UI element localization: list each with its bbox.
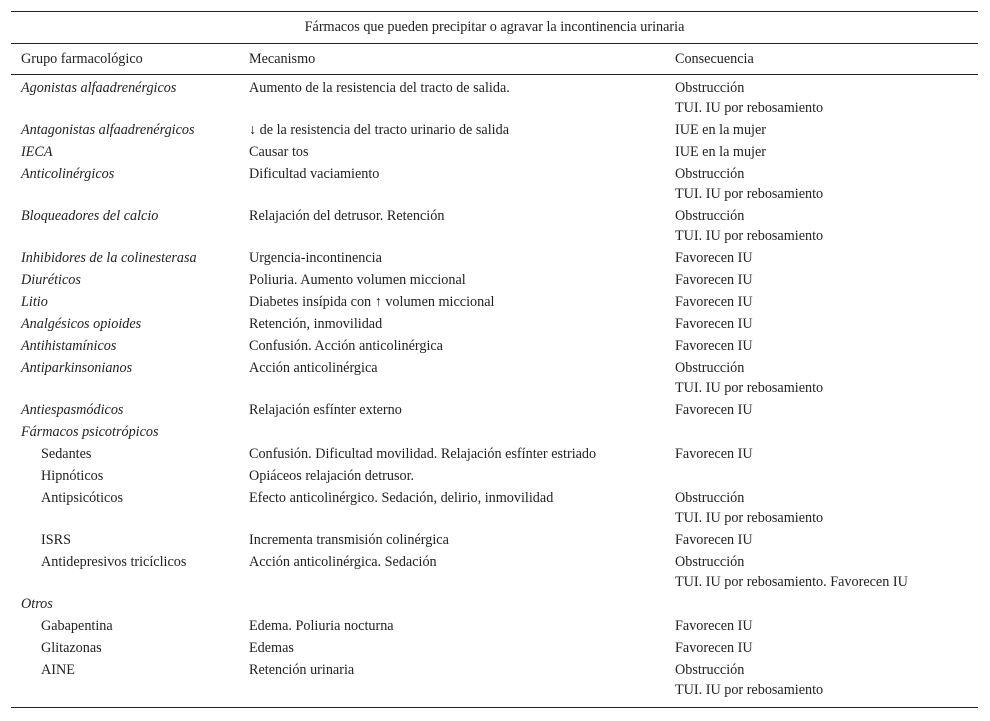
cell-group: ISRS — [41, 532, 71, 548]
consequence-line: TUI. IU por rebosamiento — [675, 510, 824, 526]
cell-mechanism: Causar tos — [249, 144, 309, 160]
cell-group: Diuréticos — [21, 272, 81, 288]
consequence-line: Favorecen IU — [675, 532, 753, 548]
cell-group: Sedantes — [41, 446, 92, 462]
consequence-line: Obstrucción — [675, 208, 745, 224]
cell-mechanism: ↓ de la resistencia del tracto urinario de salida — [249, 122, 509, 138]
cell-group: IECA — [21, 144, 53, 160]
cell-group: Antiespasmódicos — [21, 402, 124, 418]
consequence-line: IUE en la mujer — [675, 144, 766, 160]
header-mechanism: Mecanismo — [249, 51, 316, 67]
consequence-line: Favorecen IU — [675, 316, 753, 332]
table-row — [11, 270, 978, 290]
consequence-line: Favorecen IU — [675, 250, 753, 266]
cell-consequence — [675, 336, 978, 356]
cell-consequence — [675, 400, 978, 420]
cell-group: Antipsicóticos — [41, 490, 123, 506]
consequence-line: Favorecen IU — [675, 618, 753, 634]
table-row — [11, 78, 978, 118]
consequence-line: Favorecen IU — [675, 272, 753, 288]
cell-group: Antagonistas alfaadrenérgicos — [21, 122, 195, 138]
table-row — [11, 358, 978, 398]
cell-consequence — [675, 248, 978, 268]
consequence-line: Obstrucción — [675, 554, 745, 570]
table-row — [11, 422, 978, 442]
table-caption: Fármacos que pueden precipitar o agravar la incontinencia urinaria — [11, 11, 978, 44]
cell-group: Inhibidores de la colinesterasa — [21, 250, 197, 266]
cell-consequence — [675, 660, 978, 700]
cell-mechanism: Relajación esfínter externo — [249, 402, 402, 418]
cell-consequence — [675, 120, 978, 140]
cell-consequence — [675, 206, 978, 246]
cell-consequence — [675, 530, 978, 550]
consequence-line: TUI. IU por rebosamiento — [675, 380, 824, 396]
table-body — [11, 75, 978, 708]
cell-mechanism: Edemas — [249, 640, 294, 656]
table-row — [11, 444, 978, 464]
cell-group: Glitazonas — [41, 640, 102, 656]
consequence-line: Obstrucción — [675, 360, 745, 376]
cell-group: Gabapentina — [41, 618, 113, 634]
cell-group: Litio — [21, 294, 48, 310]
cell-mechanism: Aumento de la resistencia del tracto de salida. — [249, 80, 510, 96]
table-row — [11, 206, 978, 246]
consequence-line: TUI. IU por rebosamiento. Favorecen IU — [675, 574, 908, 590]
header-consequence: Consecuencia — [675, 51, 754, 67]
consequence-line: Favorecen IU — [675, 402, 753, 418]
consequence-line: Favorecen IU — [675, 640, 753, 656]
cell-mechanism: Efecto anticolinérgico. Sedación, delirio, inmovilidad — [249, 490, 554, 506]
cell-group: Agonistas alfaadrenérgicos — [21, 80, 177, 96]
table-row — [11, 336, 978, 356]
header-group: Grupo farmacológico — [21, 51, 143, 67]
cell-group: Analgésicos opioides — [21, 316, 142, 332]
table-row — [11, 400, 978, 420]
cell-mechanism: Dificultad vaciamiento — [249, 166, 380, 182]
cell-group: Otros — [21, 596, 53, 612]
cell-group: Bloqueadores del calcio — [21, 208, 159, 224]
cell-mechanism: Retención urinaria — [249, 662, 355, 678]
cell-consequence — [675, 444, 978, 464]
consequence-line: TUI. IU por rebosamiento — [675, 186, 824, 202]
consequence-line: TUI. IU por rebosamiento — [675, 100, 824, 116]
table-header-row — [11, 44, 978, 75]
cell-group: Fármacos psicotrópicos — [21, 424, 159, 440]
table-row — [11, 616, 978, 636]
table-row — [11, 292, 978, 312]
cell-mechanism — [249, 594, 675, 614]
cell-mechanism: Diabetes insípida con ↑ volumen miccional — [249, 294, 495, 310]
cell-mechanism — [249, 422, 675, 442]
consequence-line: Favorecen IU — [675, 338, 753, 354]
consequence-line: Obstrucción — [675, 662, 745, 678]
cell-mechanism: Urgencia-incontinencia — [249, 250, 382, 266]
cell-consequence — [675, 270, 978, 290]
consequence-line: Favorecen IU — [675, 446, 753, 462]
table-row — [11, 660, 978, 700]
table-row — [11, 488, 978, 528]
consequence-line: IUE en la mujer — [675, 122, 766, 138]
table-row — [11, 552, 978, 592]
cell-consequence — [675, 292, 978, 312]
table-row — [11, 466, 978, 486]
cell-consequence — [675, 358, 978, 398]
cell-consequence — [675, 616, 978, 636]
table-row — [11, 530, 978, 550]
consequence-line: TUI. IU por rebosamiento — [675, 228, 824, 244]
table-row — [11, 594, 978, 614]
cell-group: Anticolinérgicos — [21, 166, 115, 182]
cell-mechanism: Poliuria. Aumento volumen miccional — [249, 272, 466, 288]
cell-group: Hipnóticos — [41, 468, 104, 484]
cell-consequence — [675, 142, 978, 162]
table-row — [11, 314, 978, 334]
cell-mechanism: Acción anticolinérgica. Sedación — [249, 554, 437, 570]
cell-consequence — [675, 466, 978, 486]
cell-consequence — [675, 552, 978, 592]
consequence-line: Favorecen IU — [675, 294, 753, 310]
cell-group: Antiparkinsonianos — [21, 360, 133, 376]
table-row — [11, 120, 978, 140]
cell-group: AINE — [41, 662, 75, 678]
consequence-line: TUI. IU por rebosamiento — [675, 682, 824, 698]
cell-mechanism: Confusión. Dificultad movilidad. Relajación esfínter estriado — [249, 446, 597, 462]
cell-mechanism: Confusión. Acción anticolinérgica — [249, 338, 443, 354]
consequence-line: Obstrucción — [675, 166, 745, 182]
table-row — [11, 142, 978, 162]
cell-consequence — [675, 422, 978, 442]
cell-consequence — [675, 314, 978, 334]
table-row — [11, 164, 978, 204]
cell-mechanism: Incrementa transmisión colinérgica — [249, 532, 449, 548]
cell-mechanism: Retención, inmovilidad — [249, 316, 383, 332]
drug-table — [11, 11, 978, 708]
consequence-line: Obstrucción — [675, 490, 745, 506]
cell-mechanism: Edema. Poliuria nocturna — [249, 618, 394, 634]
consequence-line: Obstrucción — [675, 80, 745, 96]
cell-mechanism: Relajación del detrusor. Retención — [249, 208, 445, 224]
table-row — [11, 248, 978, 268]
cell-consequence — [675, 638, 978, 658]
cell-consequence — [675, 488, 978, 528]
cell-group: Antihistamínicos — [21, 338, 117, 354]
table-row — [11, 638, 978, 658]
cell-group: Antidepresivos tricíclicos — [41, 554, 187, 570]
cell-consequence — [675, 78, 978, 118]
cell-consequence — [675, 594, 978, 614]
cell-mechanism: Acción anticolinérgica — [249, 360, 378, 376]
cell-consequence — [675, 164, 978, 204]
cell-mechanism: Opiáceos relajación detrusor. — [249, 468, 415, 484]
